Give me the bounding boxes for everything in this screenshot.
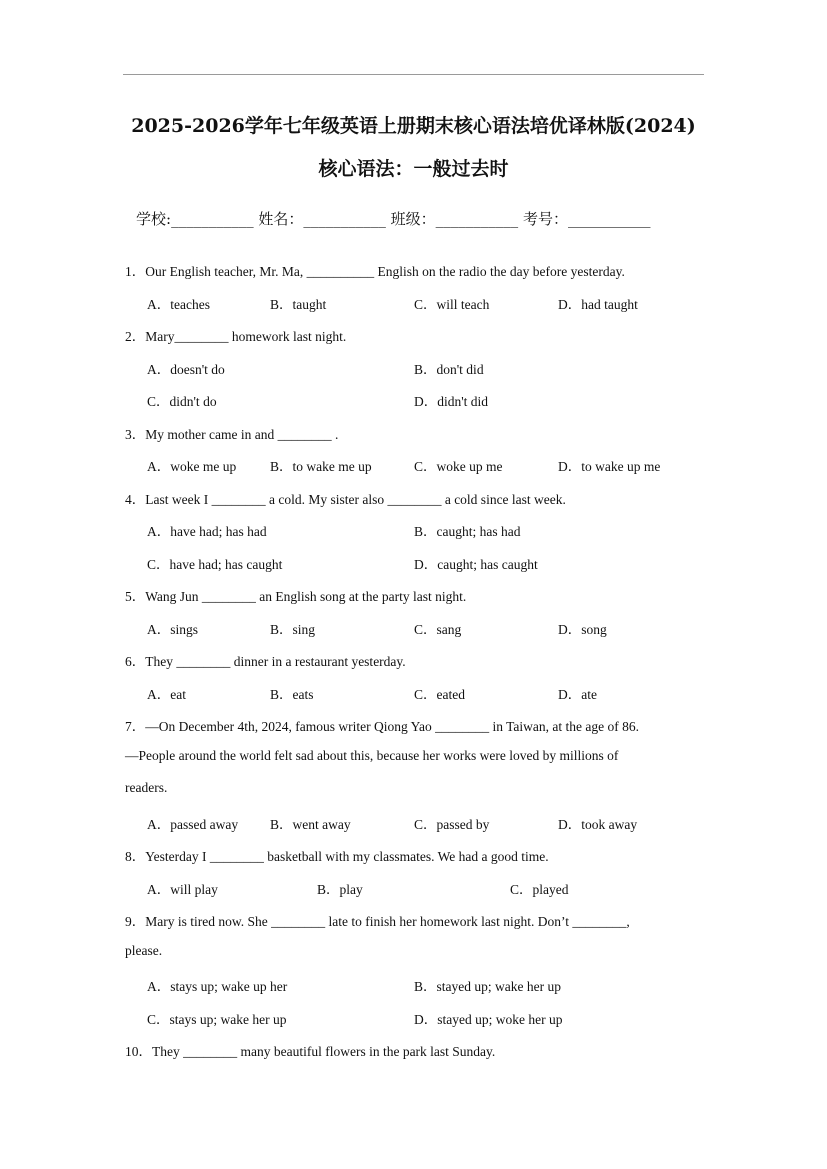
question-9-option-c: C．stays up; wake her up	[147, 1012, 287, 1027]
school-label: 学校:	[136, 210, 172, 228]
question-6-option-d: D．ate	[558, 687, 597, 702]
question-7-option-b: B．went away	[270, 817, 351, 832]
question-8-stem: 8．Yesterday I ________ basketball with my classmates. We had a good time.	[125, 849, 549, 864]
name-blank[interactable]: ___________	[303, 210, 386, 228]
question-2-option-a: A．doesn't do	[147, 362, 225, 377]
question-3-stem: 3．My mother came in and ________ .	[125, 427, 339, 442]
exam-number-label: 考号：	[522, 210, 568, 228]
class-blank[interactable]: ___________	[435, 210, 519, 228]
question-1-option-b: B．taught	[270, 297, 327, 312]
question-7-option-a: A．passed away	[147, 817, 239, 832]
class-label: 班级：	[390, 210, 436, 228]
question-3-option-a: A．woke me up	[147, 459, 237, 474]
question-4-option-a: A．have had; has had	[147, 524, 267, 539]
question-7-option-d: D．took away	[558, 817, 638, 832]
page-subtitle: 核心语法：一般过去时	[318, 158, 509, 180]
question-2-option-b: B．don't did	[414, 362, 484, 377]
question-5-stem: 5．Wang Jun ________ an English song at the party last night.	[125, 589, 467, 604]
question-2-stem: 2．Mary________ homework last night.	[125, 329, 347, 344]
question-3-option-d: D．to wake up me	[558, 459, 661, 474]
question-8-option-a: A．will play	[147, 882, 218, 897]
question-6-option-b: B．eats	[270, 687, 314, 702]
question-4-stem: 4．Last week I ________ a cold. My sister also ________ a cold since last week.	[125, 492, 566, 507]
question-1-stem: 1．Our English teacher, Mr. Ma, __________ English on the radio the day before yesterday.	[125, 264, 625, 279]
question-9-option-d: D．stayed up; woke her up	[414, 1012, 563, 1027]
question-9-stem: 9．Mary is tired now. She ________ late to finish her homework last night. Don’t ________,	[125, 914, 630, 929]
question-7-stem-line-2: —People around the world felt sad about this, because her works were loved by millions of	[125, 748, 619, 763]
question-7-stem: 7．—On December 4th, 2024, famous writer Qiong Yao ________ in Taiwan, at the age of 86.	[125, 719, 639, 734]
question-1-option-a: A．teaches	[147, 297, 210, 312]
question-5-option-b: B．sing	[270, 622, 316, 637]
name-label: 姓名：	[258, 210, 304, 228]
exam-number-blank[interactable]: ___________	[567, 210, 651, 228]
question-7-option-c: C．passed by	[414, 817, 490, 832]
question-5-option-a: A．sings	[147, 622, 199, 637]
header-rule	[123, 74, 704, 75]
question-8-option-b: B．play	[317, 882, 363, 897]
question-4-option-d: D．caught; has caught	[414, 557, 538, 572]
question-2-option-d: D．didn't did	[414, 394, 489, 409]
question-8-option-c: C．played	[510, 882, 569, 897]
question-6-option-c: C．eated	[414, 687, 465, 702]
question-10-stem: 10．They ________ many beautiful flowers in the park last Sunday.	[125, 1044, 496, 1059]
question-4-option-c: C．have had; has caught	[147, 557, 283, 572]
student-info-row	[136, 208, 650, 229]
question-9-option-b: B．stayed up; wake her up	[414, 979, 561, 994]
question-9-stem-line-2: please.	[125, 943, 163, 958]
question-7-stem-line-3: readers.	[125, 780, 168, 795]
question-2-option-c: C．didn't do	[147, 394, 217, 409]
question-5-option-c: C．sang	[414, 622, 462, 637]
school-blank[interactable]: ___________	[171, 210, 254, 228]
question-1-option-d: D．had taught	[558, 297, 638, 312]
question-5-option-d: D．song	[558, 622, 607, 637]
question-6-option-a: A．eat	[147, 687, 186, 702]
question-1-option-c: C．will teach	[414, 297, 490, 312]
question-6-stem: 6．They ________ dinner in a restaurant yesterday.	[125, 654, 406, 669]
question-9-option-a: A．stays up; wake up her	[147, 979, 288, 994]
question-3-option-b: B．to wake me up	[270, 459, 372, 474]
question-4-option-b: B．caught; has had	[414, 524, 521, 539]
page-title: 2025-2026学年七年级英语上册期末核心语法培优译林版(2024)	[131, 115, 696, 137]
question-3-option-c: C．woke up me	[414, 459, 503, 474]
